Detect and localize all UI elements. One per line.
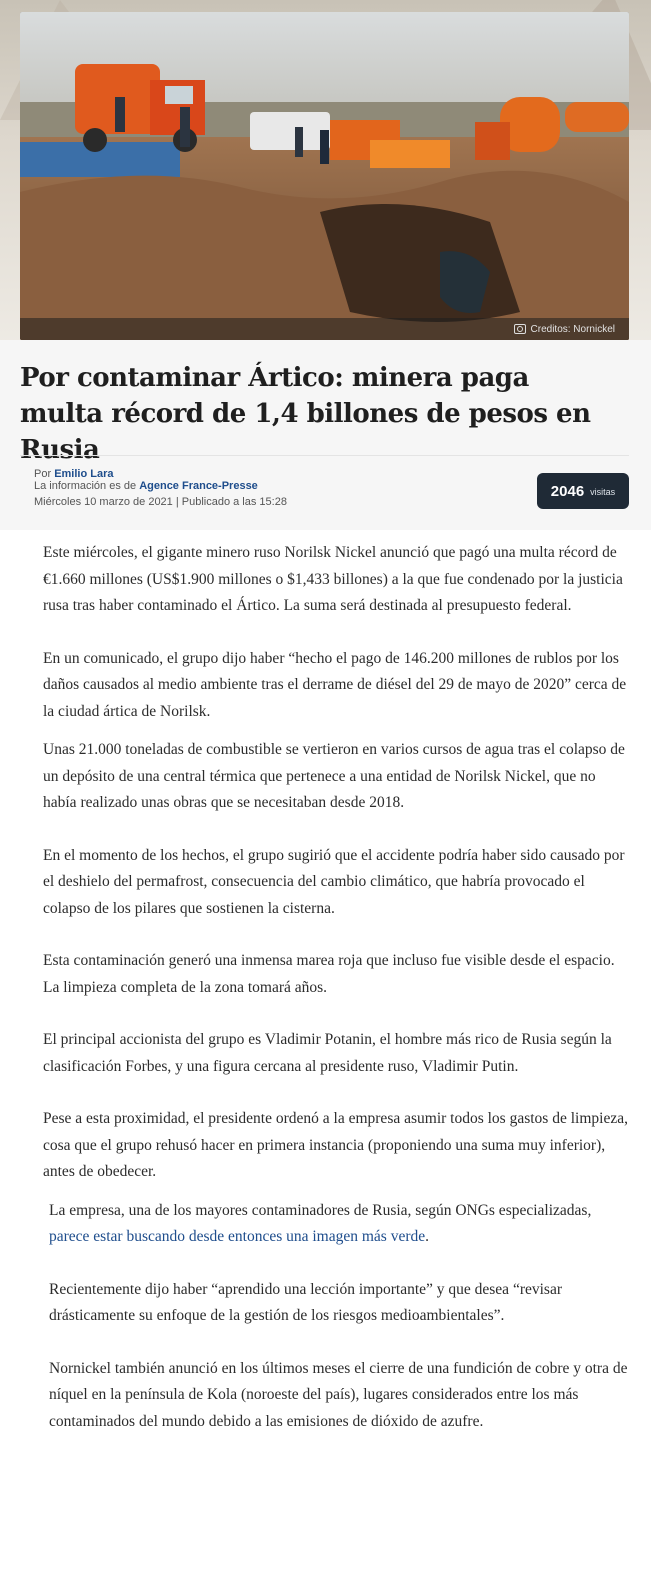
paragraph-6: El principal accionista del grupo es Vladimir Potanin, el hombre más rico de Rusia según la clasificación Forbes, y una figura cercana al presidente ruso, Vladimir Putin. — [43, 1031, 612, 1075]
paragraph-2: En un comunicado, el grupo dijo haber “hecho el pago de 146.200 millones de rublos por los daños causados al medio ambiente tras el derrame de diésel del 29 de mayo de 2020” cerca de la ciudad ártica de Norilsk. — [43, 649, 627, 720]
green-image-link[interactable]: parece estar buscando desde entonces una imagen más verde — [49, 1228, 426, 1245]
paragraph-8 — [43, 1198, 628, 1251]
camera-icon — [514, 324, 526, 334]
visits-count: 2046 — [550, 482, 585, 500]
article-body — [43, 540, 628, 1435]
paragraph-8-text: La empresa, una de los mayores contaminadores de Rusia, según ONGs especializadas, — [49, 1201, 592, 1219]
paragraph-3: Unas 21.000 toneladas de combustible se vertieron en varios cursos de agua tras el colapso de un depósito de una central térmica que pertenece a una entidad de Norilsk Nickel, que no había realizado unas obras que se necesitaban desde 2018. — [43, 741, 625, 811]
paragraph-10: Nornickel también anunció en los últimos meses el cierre de una fundición de cobre y otra de níquel en la península de Kola (noroeste del país), lugares considerados entre los más contaminados del mundo debido a las emisiones de dióxido de azufre. — [49, 1359, 628, 1430]
paragraph-1: Este miércoles, el gigante minero ruso Norilsk Nickel anunció que pagó una multa récord de €1.660 millones (US$1.900 millones o $1,433 billones) a la que fue condenado por la justicia rusa tras haber contaminado el Ártico. La suma será destinada al presupuesto federal. — [43, 544, 623, 614]
paragraph-5: Esta contaminación generó una inmensa marea roja que incluso fue visible desde el espacio. La limpieza completa de la zona tomará años. — [43, 952, 615, 996]
article-title: Por contaminar Ártico: minera paga multa récord de 1,4 billones de pesos en Rusia — [20, 363, 591, 465]
paragraph-9: Recientemente dijo haber “aprendido una lección importante” y que desea “revisar drásticamente su enfoque de la gestión de los riesgos medioambientales”. — [49, 1280, 562, 1324]
paragraph-8-end: . — [425, 1228, 430, 1245]
visits-badge — [537, 473, 629, 509]
byline-card — [20, 455, 629, 526]
byline — [34, 468, 287, 508]
hero-credit-text: Creditos: Nornickel — [530, 323, 615, 335]
hero-image — [20, 12, 629, 340]
visits-label: visitas — [590, 487, 616, 497]
hero-photo — [20, 12, 629, 340]
byline-by-prefix: Por — [34, 468, 52, 480]
publish-date: Miércoles 10 marzo de 2021 | Publicado a las 15:28 — [34, 496, 287, 508]
byline-info-prefix: La información es de — [34, 480, 137, 492]
agency-link[interactable]: Agence France-Presse — [139, 480, 258, 492]
paragraph-4: En el momento de los hechos, el grupo sugirió que el accidente podría haber sido causado por el deshielo del permafrost, consecuencia del cambio climático, que habría provocado el colapso de los pilares que sostienen la cisterna. — [43, 846, 625, 917]
paragraph-7: Pese a esta proximidad, el presidente ordenó a la empresa asumir todos los gastos de limpieza, cosa que el grupo rehusó hacer en primera instancia (proponiendo una suma muy inferior), antes de obedecer. — [43, 1110, 628, 1180]
hero-credit — [20, 318, 629, 340]
author-link[interactable]: Emilio Lara — [54, 468, 114, 480]
